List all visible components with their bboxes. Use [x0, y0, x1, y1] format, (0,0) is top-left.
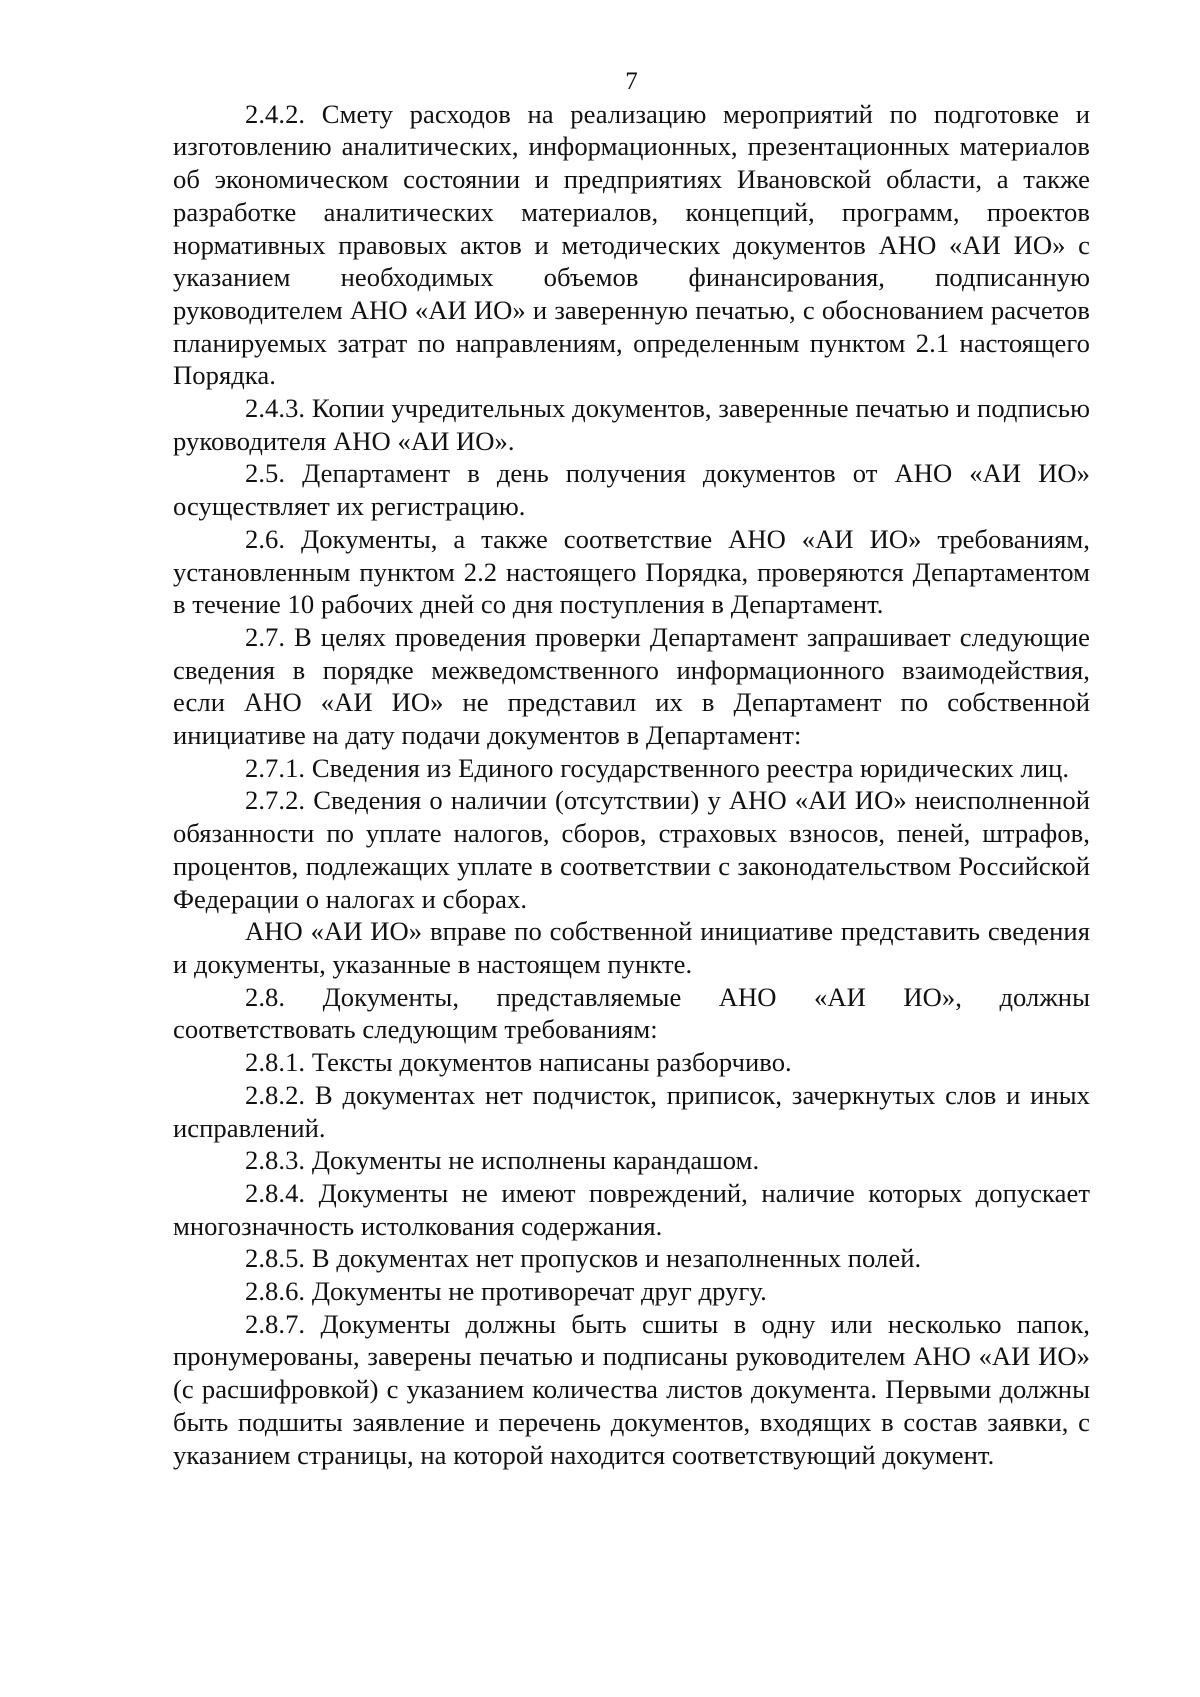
paragraph-2-8-4: 2.8.4. Документы не имеют повреждений, наличие которых допускает многозначность истолкования содержания. [173, 1177, 1090, 1241]
paragraph-2-4-3: 2.4.3. Копии учредительных документов, заверенные печатью и подписью руководителя АНО «АИ ИО». [173, 393, 1090, 456]
paragraph-2-7: 2.7. В целях проведения проверки Департамент запрашивает следующие сведения в порядке межведомственного информационного взаимодействия, если АНО «АИ ИО» не представил их в Департамент по собственной инициативе на дату подачи документов в Департамент: [173, 621, 1090, 751]
paragraph-2-8-7: 2.8.7. Документы должны быть сшиты в одну или несколько папок, пронумерованы, заверены печатью и подписаны руководителем АНО «АИ ИО» (с расшифровкой) с указанием количества листов документа. Первыми должны быть подшиты заявление и перечень документов, входящих в состав заявки, с указанием страницы, на которой находится соответствующий документ. [173, 1308, 1090, 1470]
paragraph-2-5: 2.5. Департамент в день получения документов от АНО «АИ ИО» осуществляет их регистрацию. [173, 458, 1090, 522]
paragraph-2-8: 2.8. Документы, представляемые АНО «АИ ИО», должны соответствовать следующим требованиям: [173, 981, 1090, 1045]
document-page [173, 66, 1090, 1471]
paragraph-2-8-5: 2.8.5. В документах нет пропусков и незаполненных полей. [245, 1243, 922, 1274]
page-number: 7 [625, 68, 638, 95]
paragraph-2-4-2: 2.4.2. Смету расходов на реализацию мероприятий по подготовке и изготовлению аналитических, информационных, презентационных материалов об экономическом состоянии и предприятиях Ивановской области, а также разработке аналитических материалов, концепций, программ, проектов нормативных правовых актов и методических документов АНО «АИ ИО» с указанием необходимых объемов финансирования, подписанную руководителем АНО «АИ ИО» и заверенную печатью, с обоснованием расчетов планируемых затрат по направлениям, определенным пунктом 2.1 настоящего Порядка. [173, 98, 1090, 391]
paragraph-ano-right: АНО «АИ ИО» вправе по собственной инициативе представить сведения и документы, указанные в настоящем пункте. [173, 916, 1090, 979]
paragraph-2-8-3: 2.8.3. Документы не исполнены карандашом. [245, 1145, 760, 1176]
paragraph-2-8-2: 2.8.2. В документах нет подчисток, приписок, зачеркнутых слов и иных исправлений. [173, 1079, 1090, 1143]
paragraph-2-8-1: 2.8.1. Тексты документов написаны разборчиво. [245, 1047, 792, 1078]
paragraph-2-6: 2.6. Документы, а также соответствие АНО «АИ ИО» требованиям, установленным пунктом 2.2 настоящего Порядка, проверяются Департаментом в течение 10 рабочих дней со дня поступления в Департамент. [173, 523, 1090, 620]
paragraph-2-7-2: 2.7.2. Сведения о наличии (отсутствии) у АНО «АИ ИО» неисполненной обязанности по уплате налогов, сборов, страховых взносов, пеней, штрафов, процентов, подлежащих уплате в соответствии с законодательством Российской Федерации о налогах и сборах. [173, 785, 1090, 914]
paragraph-2-8-6: 2.8.6. Документы не противоречат друг другу. [245, 1276, 767, 1307]
paragraph-2-7-1: 2.7.1. Сведения из Единого государственного реестра юридических лиц. [245, 752, 1070, 783]
